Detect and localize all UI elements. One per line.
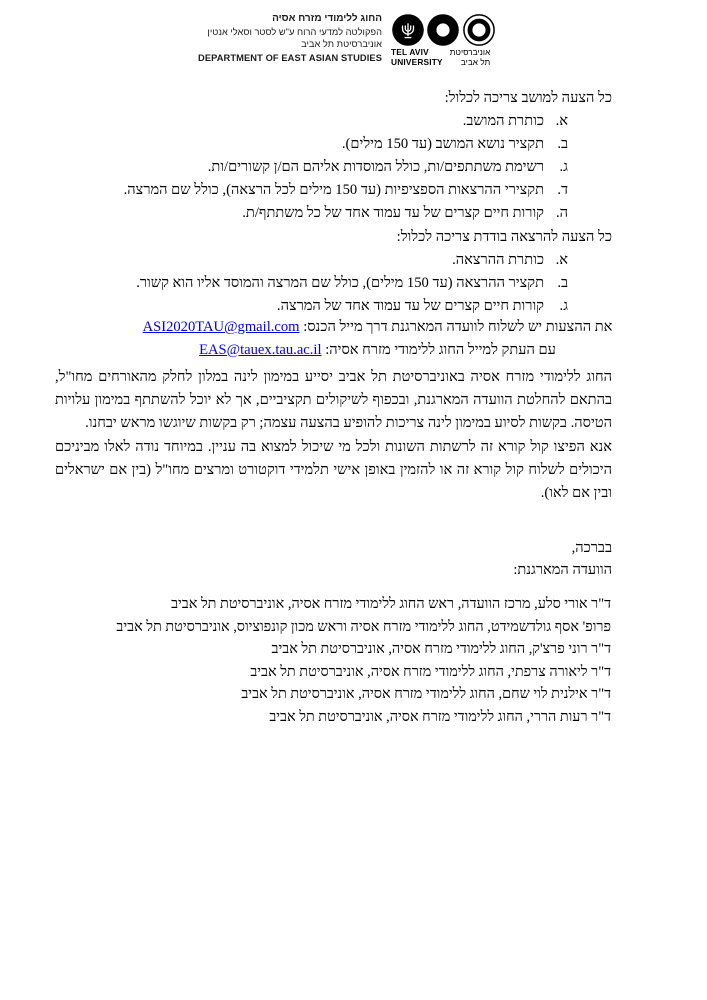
session-requirements-list [124,110,568,225]
tau-logo-wordmark [391,48,515,68]
department-header [195,13,382,64]
session-requirements-heading: כל הצעה למושב צריכה לכלול: [444,90,612,106]
list-item: א. כותרת המושב. [462,113,568,129]
committee-member: ד"ר ליאורה צרפתי, החוג ללימודי מזרח אסיה, אוניברסיטת תל אביב [250,663,611,680]
list-item: א. כותרת ההרצאה. [452,252,568,268]
committee-member: ד"ר רוני פרצ'ק, החוג ללימודי מזרח אסיה, אוניברסיטת תל אביב [271,641,611,658]
conference-email-link[interactable]: ASI2020TAU@gmail.com [142,319,300,335]
faculty-name: הפקולטה למדעי הרוח ע"ש לסטר וסאלי אנטין [207,26,382,37]
list-item: ה. קורות חיים קצרים של עד עמוד אחד של כל משתתף/ת. [242,205,568,221]
committee-member: ד"ר אילנית לוי שחם, החוג ללימודי מזרח אסיה, אוניברסיטת תל אביב [241,686,611,703]
department-email-link[interactable]: EAS@tauex.tau.ac.il [199,341,322,358]
submission-instructions [142,316,613,361]
tau-logo-text-he: אוניברסיטת תל אביב [449,47,491,67]
lecture-requirements-list [136,249,568,318]
submission-line-1 [142,316,613,339]
submission-line-2 [142,339,613,362]
funding-paragraph: החוג ללימודי מזרח אסיה באוניברסיטת תל אביב יסייע במימון לינה במלון לחלק מהאורחים מחו"ל, בהתאם להחלטת הוועדה המארגנת, ובכפוף לשיקולים תקציביים, אך לא יוכל להשתתף במימון עלויות הטיסה. בקשות לסיוע במימון לינה צריכות להופיע בהצעה עצמה; רק בקשות שיוגשו מראש יבחנו. [55,369,612,431]
lecture-requirements-heading: כל הצעה להרצאה בודדת צריכה לכלול: [396,229,612,245]
tau-logo-text-en: TEL AVIV UNIVERSITY [391,47,443,67]
list-item: ג. רשימת משתתפים/ות, כולל המוסדות אליהם הם/ן קשורים/ות. [207,159,568,175]
submission-line-2-text: עם העתק למייל החוג ללימודי מזרח אסיה: [325,341,556,358]
committee-list [116,593,611,729]
committee-member: ד"ר רעות הררי, החוג ללימודי מזרח אסיה, אוניברסיטת תל אביב [269,708,611,725]
committee-member: פרופ' אסף גולדשמידט, החוג ללימודי מזרח אסיה וראש מכון קונפוציוס, אוניברסיטת תל אביב [116,618,611,635]
distribution-paragraph: אנא הפיצו קול קורא זה לרשתות השונות ולכל מי שיכול למצוא בה עניין. במיוחד נודה לאלו מביניכם היכולים לשלוח קול קורא זה או להזמין באופן אישי תלמידי דוקטורט ומרצים מחו"ל (בין אם ישראלים ובין אם לאו). [55,439,612,501]
list-item: ג. קורות חיים קצרים של עד עמוד אחד של המרצה. [276,298,568,314]
department-name-en: DEPARTMENT OF EAST ASIAN STUDIES [198,52,382,63]
list-item: ד. תקצירי ההרצאות הספציפיות (עד 150 מילים לכל הרצאה), כולל שם המרצה. [123,182,568,198]
letterhead [195,13,515,68]
organizing-committee-label: הוועדה המארגנת: [513,562,612,578]
tau-logo [391,13,515,68]
university-name-he: אוניברסיטת תל אביב [301,39,382,49]
tau-logo-circles-icon [391,13,503,47]
closing-regards: בברכה, [571,540,612,556]
list-item: ב. תקציר ההרצאה (עד 150 מילים), כולל שם המרצה והמוסד אליו הוא קשור. [136,275,568,291]
submission-line-1-text: את ההצעות יש לשלוח לוועדה המארגנת דרך מייל הכנס: [303,319,613,335]
department-name-he: החוג ללימודי מזרח אסיה [272,13,382,24]
committee-member: ד"ר אורי סלע, מרכז הוועדה, ראש החוג ללימודי מזרח אסיה, אוניברסיטת תל אביב [171,596,611,612]
list-item: ב. תקציר נושא המושב (עד 150 מילים). [341,136,568,152]
